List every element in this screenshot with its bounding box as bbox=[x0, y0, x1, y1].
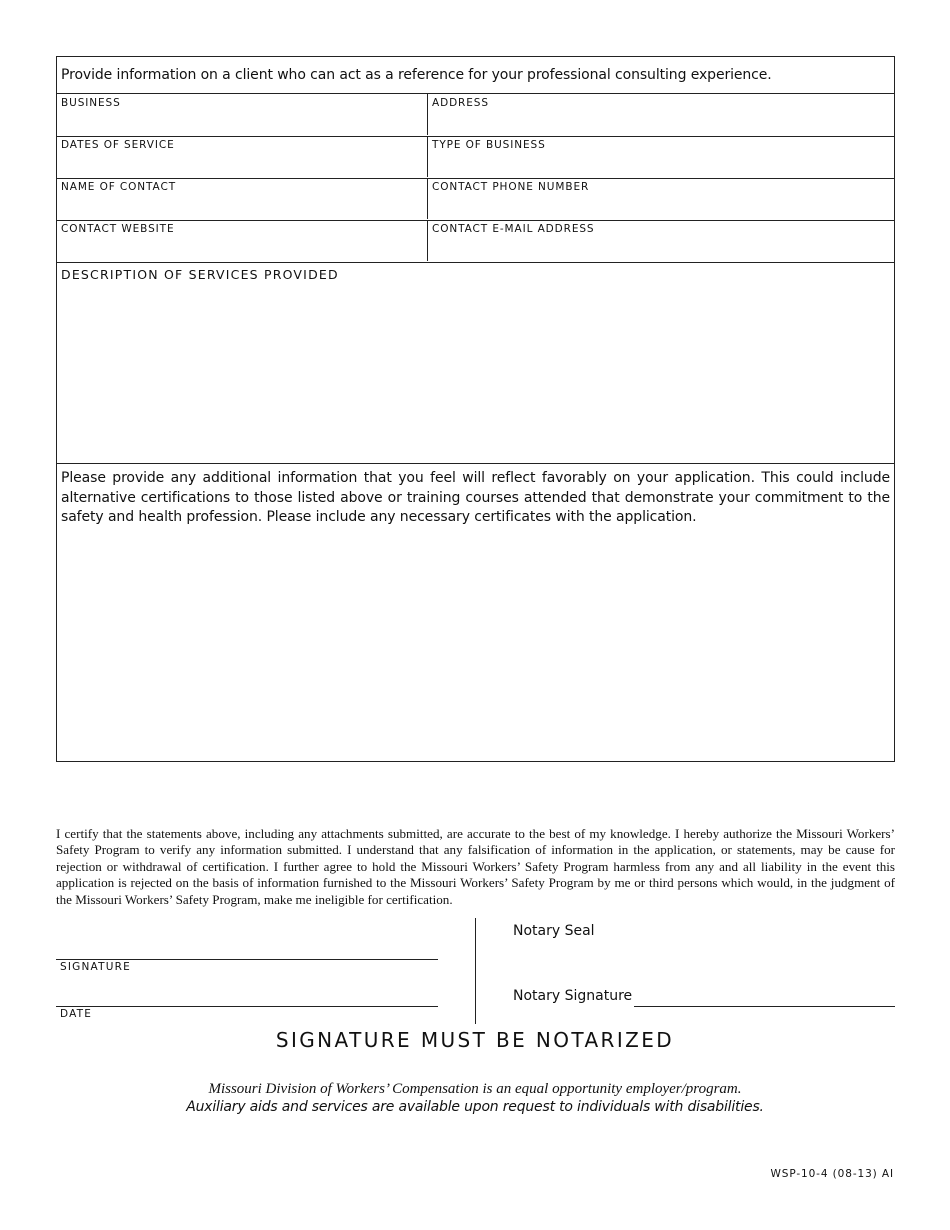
eeo-statement: Missouri Division of Workers’ Compensation is an equal opportunity employer/program. bbox=[208, 1081, 742, 1097]
auxiliary-aids-statement: Auxiliary aids and services are available upon request to individuals with disabilities. bbox=[186, 1099, 764, 1115]
notary-signature-label: Notary Signature bbox=[513, 988, 633, 1004]
business-label: BUSINESS bbox=[61, 97, 121, 109]
dates-of-service-label: DATES OF SERVICE bbox=[61, 139, 175, 151]
description-of-services-field[interactable] bbox=[57, 262, 894, 464]
reference-form-box bbox=[56, 56, 895, 762]
contact-email-label: CONTACT E-MAIL ADDRESS bbox=[432, 223, 595, 235]
date-label: DATE bbox=[60, 1008, 93, 1020]
type-of-business-label: TYPE OF BUSINESS bbox=[432, 139, 546, 151]
reference-intro-text: Provide information on a client who can act as a reference for your professional consulting experience. bbox=[57, 57, 894, 94]
notary-signature-line[interactable] bbox=[634, 1006, 895, 1007]
description-of-services-label: DESCRIPTION OF SERVICES PROVIDED bbox=[61, 267, 339, 282]
dates-of-service-field[interactable] bbox=[57, 136, 428, 177]
address-field[interactable] bbox=[428, 94, 894, 135]
notarization-notice: SIGNATURE MUST BE NOTARIZED bbox=[275, 1028, 675, 1052]
type-of-business-field[interactable] bbox=[428, 136, 894, 177]
contact-phone-field[interactable] bbox=[428, 178, 894, 219]
additional-information-text: Please provide any additional information that you feel will reflect favorably on your application. This could include alternative certifications to those listed above or training courses attended that demonstrate your commitment to the safety and health profession. Please include any necessary certificates with the application. bbox=[61, 470, 890, 525]
notary-seal-label: Notary Seal bbox=[513, 923, 595, 939]
address-label: ADDRESS bbox=[432, 97, 489, 109]
date-line[interactable] bbox=[56, 1006, 438, 1007]
signature-label: SIGNATURE bbox=[60, 961, 131, 973]
reference-row-business bbox=[57, 94, 894, 137]
form-number: WSP-10-4 (08-13) AI bbox=[770, 1168, 894, 1180]
contact-email-field[interactable] bbox=[428, 220, 894, 261]
reference-row-contact bbox=[57, 178, 894, 221]
contact-website-field[interactable] bbox=[57, 220, 428, 261]
additional-information-field[interactable] bbox=[57, 464, 894, 761]
contact-phone-label: CONTACT PHONE NUMBER bbox=[432, 181, 590, 193]
reference-row-dates bbox=[57, 136, 894, 179]
signature-line[interactable] bbox=[56, 959, 438, 960]
certification-statement: I certify that the statements above, including any attachments submitted, are accurate to the best of my knowledge. I hereby authorize the Missouri Workers’ Safety Program to verify any information submitted. I understand that any falsification of information in the application, or statements, may be cause for rejection or withdrawal of certification. I further agree to hold the Missouri Workers’ Safety Program harmless from any and all liability in the event this application is rejected on the basis of information furnished to the Missouri Workers’ Safety Program by me or third persons which would, in the judgment of the Missouri Workers’ Safety Program, make me ineligible for certification. bbox=[56, 826, 895, 907]
name-of-contact-field[interactable] bbox=[57, 178, 428, 219]
reference-row-web bbox=[57, 220, 894, 263]
name-of-contact-label: NAME OF CONTACT bbox=[61, 181, 177, 193]
signature-divider bbox=[475, 918, 476, 1024]
contact-website-label: CONTACT WEBSITE bbox=[61, 223, 175, 235]
business-field[interactable] bbox=[57, 94, 428, 135]
